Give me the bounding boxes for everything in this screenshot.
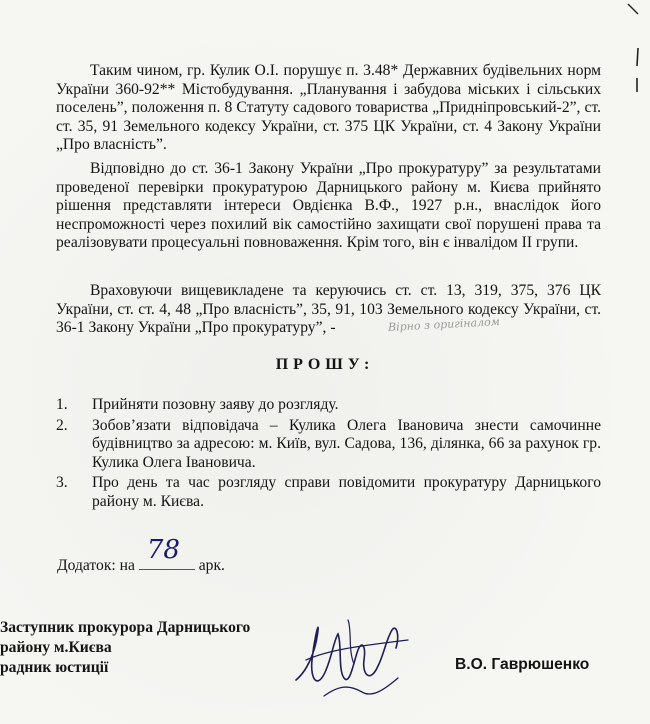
margin-marks (620, 0, 650, 110)
list-item (56, 417, 601, 473)
paragraph-representation (56, 160, 601, 253)
paragraph-violation-text: Таким чином, гр. Кулик О.І. порушує п. 3.48* Державних будівельних норм України 360-92** Містобудування. „Планування і забудова міських і сільських поселень”, положення п. 8 Статуту садового товариства „Придніпровський-2”, ст. ст. 35, 91 Земельного кодексу України, ст. 375 ЦК України, ст. 4 Закону України „Про власність”. (56, 62, 601, 153)
signatory-title-line: району м.Києва (0, 639, 112, 656)
attachment-line (57, 535, 225, 575)
list-item-number: 2. (56, 416, 68, 434)
attachment-count-field (139, 535, 195, 570)
signatory-name: В.О. Гаврюшенко (455, 656, 590, 673)
handwritten-signature (288, 600, 428, 710)
signatory-title-line: радник юстиції (0, 659, 109, 676)
attachment-label: Додаток: на (57, 557, 135, 574)
paragraph-representation-text: Відповідно до ст. 36-1 Закону України „Про прокуратуру” за результатами проведеної перевірки прокуратурою Дарницького району м. Києва прийнято рішення представляти інтереси Овдієнка В.Ф., 1927 р.н., внаслідок його неспроможності через похилий вік самостійно захищати свої порушені права та реалізовувати процесуальні повноваження. Крім того, він є інвалідом ІІ групи. (56, 160, 601, 251)
signatory-title (0, 618, 250, 678)
margin-handwritten-note: Вірно з оригіналом (387, 315, 501, 334)
list-item-number: 3. (56, 474, 68, 491)
paragraph-legal-basis (56, 282, 601, 338)
list-item-number: 1. (56, 396, 68, 413)
attachment-count: 78 (146, 535, 180, 565)
request-heading: ПРОШУ: (275, 356, 375, 373)
request-list (56, 396, 601, 511)
list-item (56, 396, 601, 415)
list-item-text: Про день та час розгляду справи повідомити прокуратуру Дарницького району м. Києва. (92, 474, 601, 510)
list-item (56, 474, 601, 511)
list-item-text: Зобов’язати відповідача – Кулика Олега Івановича знести самочинне будівництво за адресою: м. Київ, вул. Садова, 136, ділянка, 66 за рахунок гр. Кулика Олега Івановича. (92, 416, 601, 471)
attachment-unit: арк. (198, 557, 225, 574)
paragraph-legal-basis-text: Враховуючи вищевикладене та керуючись ст. ст. 13, 319, 375, 376 ЦК України, ст. ст. 4, 48 „Про власність”, 35, 91, 103 Земельного кодексу України, ст. 36-1 Закону України „Про прокуратуру”, - (56, 282, 601, 336)
paragraph-violation (56, 62, 601, 155)
signatory-title-line: Заступник прокурора Дарницького (0, 619, 251, 636)
list-item-text: Прийняти позовну заяву до розгляду. (92, 396, 339, 413)
